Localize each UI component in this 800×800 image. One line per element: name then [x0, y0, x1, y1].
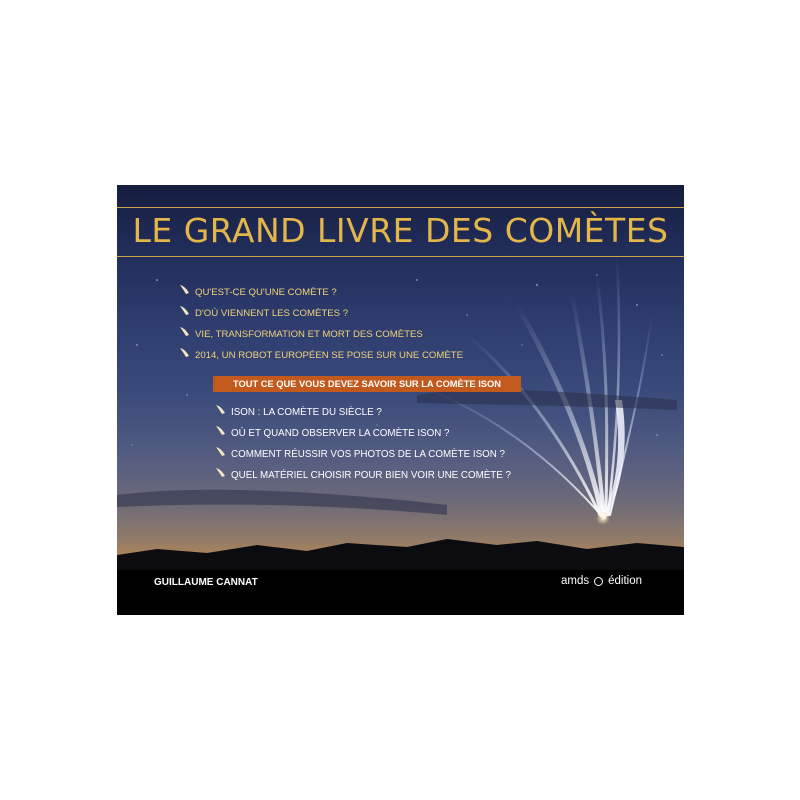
- topic-text: QUEL MATÉRIEL CHOISIR POUR BIEN VOIR UNE COMÈTE ?: [231, 470, 511, 481]
- publisher-name: amds: [561, 575, 590, 587]
- list-item: [213, 423, 511, 444]
- comet-bullet-icon: [215, 425, 226, 436]
- publisher-suffix: édition: [608, 575, 643, 587]
- question-text: QU'EST-CE QU'UNE COMÈTE ?: [195, 287, 337, 298]
- topic-text: ISON : LA COMÈTE DU SIÈCLE ?: [231, 407, 382, 418]
- comet-bullet-icon: [179, 347, 190, 358]
- book-cover: [117, 185, 684, 615]
- question-text: D'OÙ VIENNENT LES COMÈTES ?: [195, 308, 349, 319]
- list-item: [213, 465, 511, 486]
- list-item: [177, 324, 463, 345]
- topic-text: OÙ ET QUAND OBSERVER LA COMÈTE ISON ?: [231, 428, 450, 439]
- comet-bullet-icon: [179, 284, 190, 295]
- comet-bullet-icon: [215, 404, 226, 415]
- comet-bullet-icon: [179, 305, 190, 316]
- list-item: [177, 345, 463, 366]
- ring-icon: [594, 577, 603, 586]
- list-item: [213, 444, 511, 465]
- comet-bullet-icon: [179, 326, 190, 337]
- mountain-silhouette: [117, 525, 684, 575]
- question-list: [177, 282, 463, 366]
- ison-topic-list: [213, 402, 511, 486]
- list-item: [213, 402, 511, 423]
- list-item: [177, 282, 463, 303]
- question-text: VIE, TRANSFORMATION ET MORT DES COMÈTES: [195, 329, 423, 340]
- list-item: [177, 303, 463, 324]
- ison-banner: TOUT CE QUE VOUS DEVEZ SAVOIR SUR LA COMÈTE ISON: [213, 376, 521, 392]
- book-title: LE GRAND LIVRE DES COMÈTES: [132, 211, 669, 250]
- author-name: GUILLAUME CANNAT: [154, 577, 258, 588]
- comet-bullet-icon: [215, 467, 226, 478]
- question-text: 2014, UN ROBOT EUROPÉEN SE POSE SUR UNE COMÈTE: [195, 350, 463, 361]
- topic-text: COMMENT RÉUSSIR VOS PHOTOS DE LA COMÈTE ISON ?: [231, 449, 506, 460]
- comet-bullet-icon: [215, 446, 226, 457]
- publisher-logo: [561, 575, 642, 587]
